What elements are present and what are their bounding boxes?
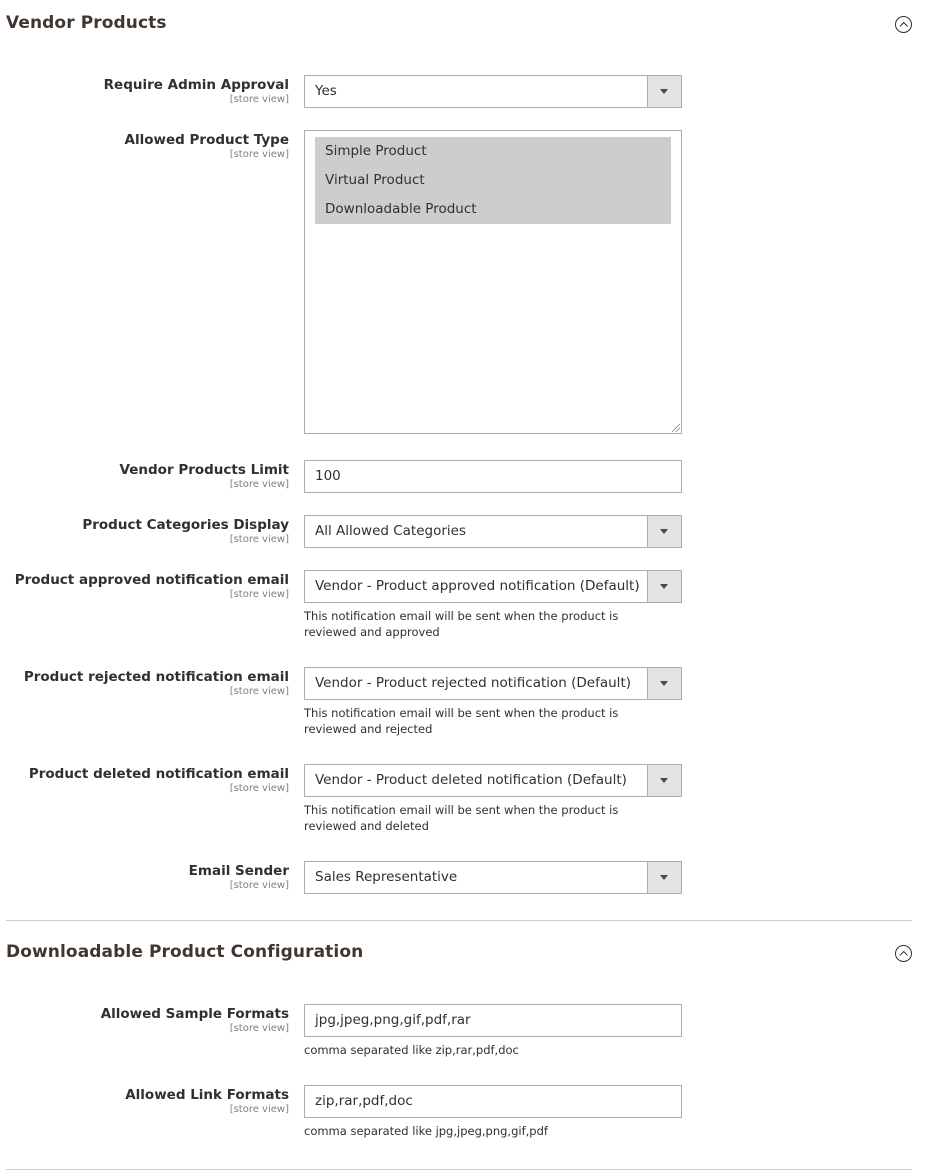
section-title: Vendor Products xyxy=(6,13,167,33)
dropdown-arrow-icon[interactable] xyxy=(647,76,681,107)
field-label xyxy=(101,1005,289,1035)
field-label xyxy=(125,1086,289,1116)
label-text: Email Sender xyxy=(188,863,289,879)
field-note: comma separated like jpg,jpeg,png,gif,pdf xyxy=(304,1124,548,1138)
option-virtual-product[interactable]: Virtual Product xyxy=(315,166,671,195)
label-text: Require Admin Approval xyxy=(103,77,289,93)
email-sender-select[interactable] xyxy=(304,861,682,894)
label-text: Product rejected notification email xyxy=(23,669,289,685)
label-text: Vendor Products Limit xyxy=(119,462,289,478)
product-categories-display-select[interactable] xyxy=(304,515,682,548)
dropdown-arrow-icon[interactable] xyxy=(647,516,681,547)
field-label xyxy=(120,461,289,491)
label-text: Product approved notification email xyxy=(14,572,289,588)
select-value: Vendor - Product approved notification (Default) xyxy=(315,578,640,594)
label-text: Allowed Sample Formats xyxy=(100,1006,289,1022)
section-divider xyxy=(6,1169,912,1170)
scope-label: [store view] xyxy=(229,686,289,697)
section-header-downloadable-config[interactable] xyxy=(6,942,912,972)
label-text: Allowed Link Formats xyxy=(125,1087,289,1103)
select-value: Yes xyxy=(315,83,337,99)
vendor-products-limit-input[interactable] xyxy=(304,460,682,493)
field-label xyxy=(15,571,289,601)
option-downloadable-product[interactable]: Downloadable Product xyxy=(315,195,671,224)
field-label xyxy=(104,76,289,106)
resize-handle-icon[interactable] xyxy=(672,424,680,432)
input-value: jpg,jpeg,png,gif,pdf,rar xyxy=(315,1012,471,1028)
input-value: zip,rar,pdf,doc xyxy=(315,1093,413,1109)
scope-label: [store view] xyxy=(229,534,289,545)
dropdown-arrow-icon[interactable] xyxy=(647,765,681,796)
select-value: Vendor - Product deleted notification (Default) xyxy=(315,772,627,788)
approved-notification-email-select[interactable] xyxy=(304,570,682,603)
allowed-sample-formats-input[interactable] xyxy=(304,1004,682,1037)
allowed-link-formats-input[interactable] xyxy=(304,1085,682,1118)
chevron-up-circle-icon[interactable] xyxy=(895,16,912,33)
scope-label: [store view] xyxy=(229,880,289,891)
field-note: This notification email will be sent when the product is reviewed and approved xyxy=(304,609,619,639)
chevron-up-circle-icon[interactable] xyxy=(895,945,912,962)
field-note: This notification email will be sent when the product is reviewed and deleted xyxy=(304,803,619,833)
field-note: comma separated like zip,rar,pdf,doc xyxy=(304,1043,519,1057)
label-text: Product Categories Display xyxy=(82,517,289,533)
section-divider xyxy=(6,920,912,921)
deleted-notification-email-select[interactable] xyxy=(304,764,682,797)
option-simple-product[interactable]: Simple Product xyxy=(315,137,671,166)
dropdown-arrow-icon[interactable] xyxy=(647,862,681,893)
dropdown-arrow-icon[interactable] xyxy=(647,668,681,699)
scope-label: [store view] xyxy=(229,149,289,160)
section-title: Downloadable Product Configuration xyxy=(6,942,364,962)
select-value: Vendor - Product rejected notification (Default) xyxy=(315,675,631,691)
scope-label: [store view] xyxy=(229,479,289,490)
section-header-vendor-products[interactable] xyxy=(6,13,912,43)
scope-label: [store view] xyxy=(229,1023,289,1034)
scope-label: [store view] xyxy=(229,94,289,105)
allowed-product-type-multiselect[interactable] xyxy=(304,130,682,434)
select-value: All Allowed Categories xyxy=(315,523,466,539)
field-label xyxy=(189,862,289,892)
field-note: This notification email will be sent when the product is reviewed and rejected xyxy=(304,706,619,736)
select-value: Sales Representative xyxy=(315,869,458,885)
rejected-notification-email-select[interactable] xyxy=(304,667,682,700)
require-admin-approval-select[interactable] xyxy=(304,75,682,108)
field-label xyxy=(82,516,289,546)
scope-label: [store view] xyxy=(229,783,289,794)
label-text: Product deleted notification email xyxy=(28,766,289,782)
dropdown-arrow-icon[interactable] xyxy=(647,571,681,602)
label-text: Allowed Product Type xyxy=(124,132,289,148)
field-label xyxy=(29,765,289,795)
scope-label: [store view] xyxy=(229,1104,289,1115)
field-label xyxy=(125,131,289,161)
field-label xyxy=(24,668,289,698)
input-value: 100 xyxy=(315,468,341,484)
scope-label: [store view] xyxy=(229,589,289,600)
